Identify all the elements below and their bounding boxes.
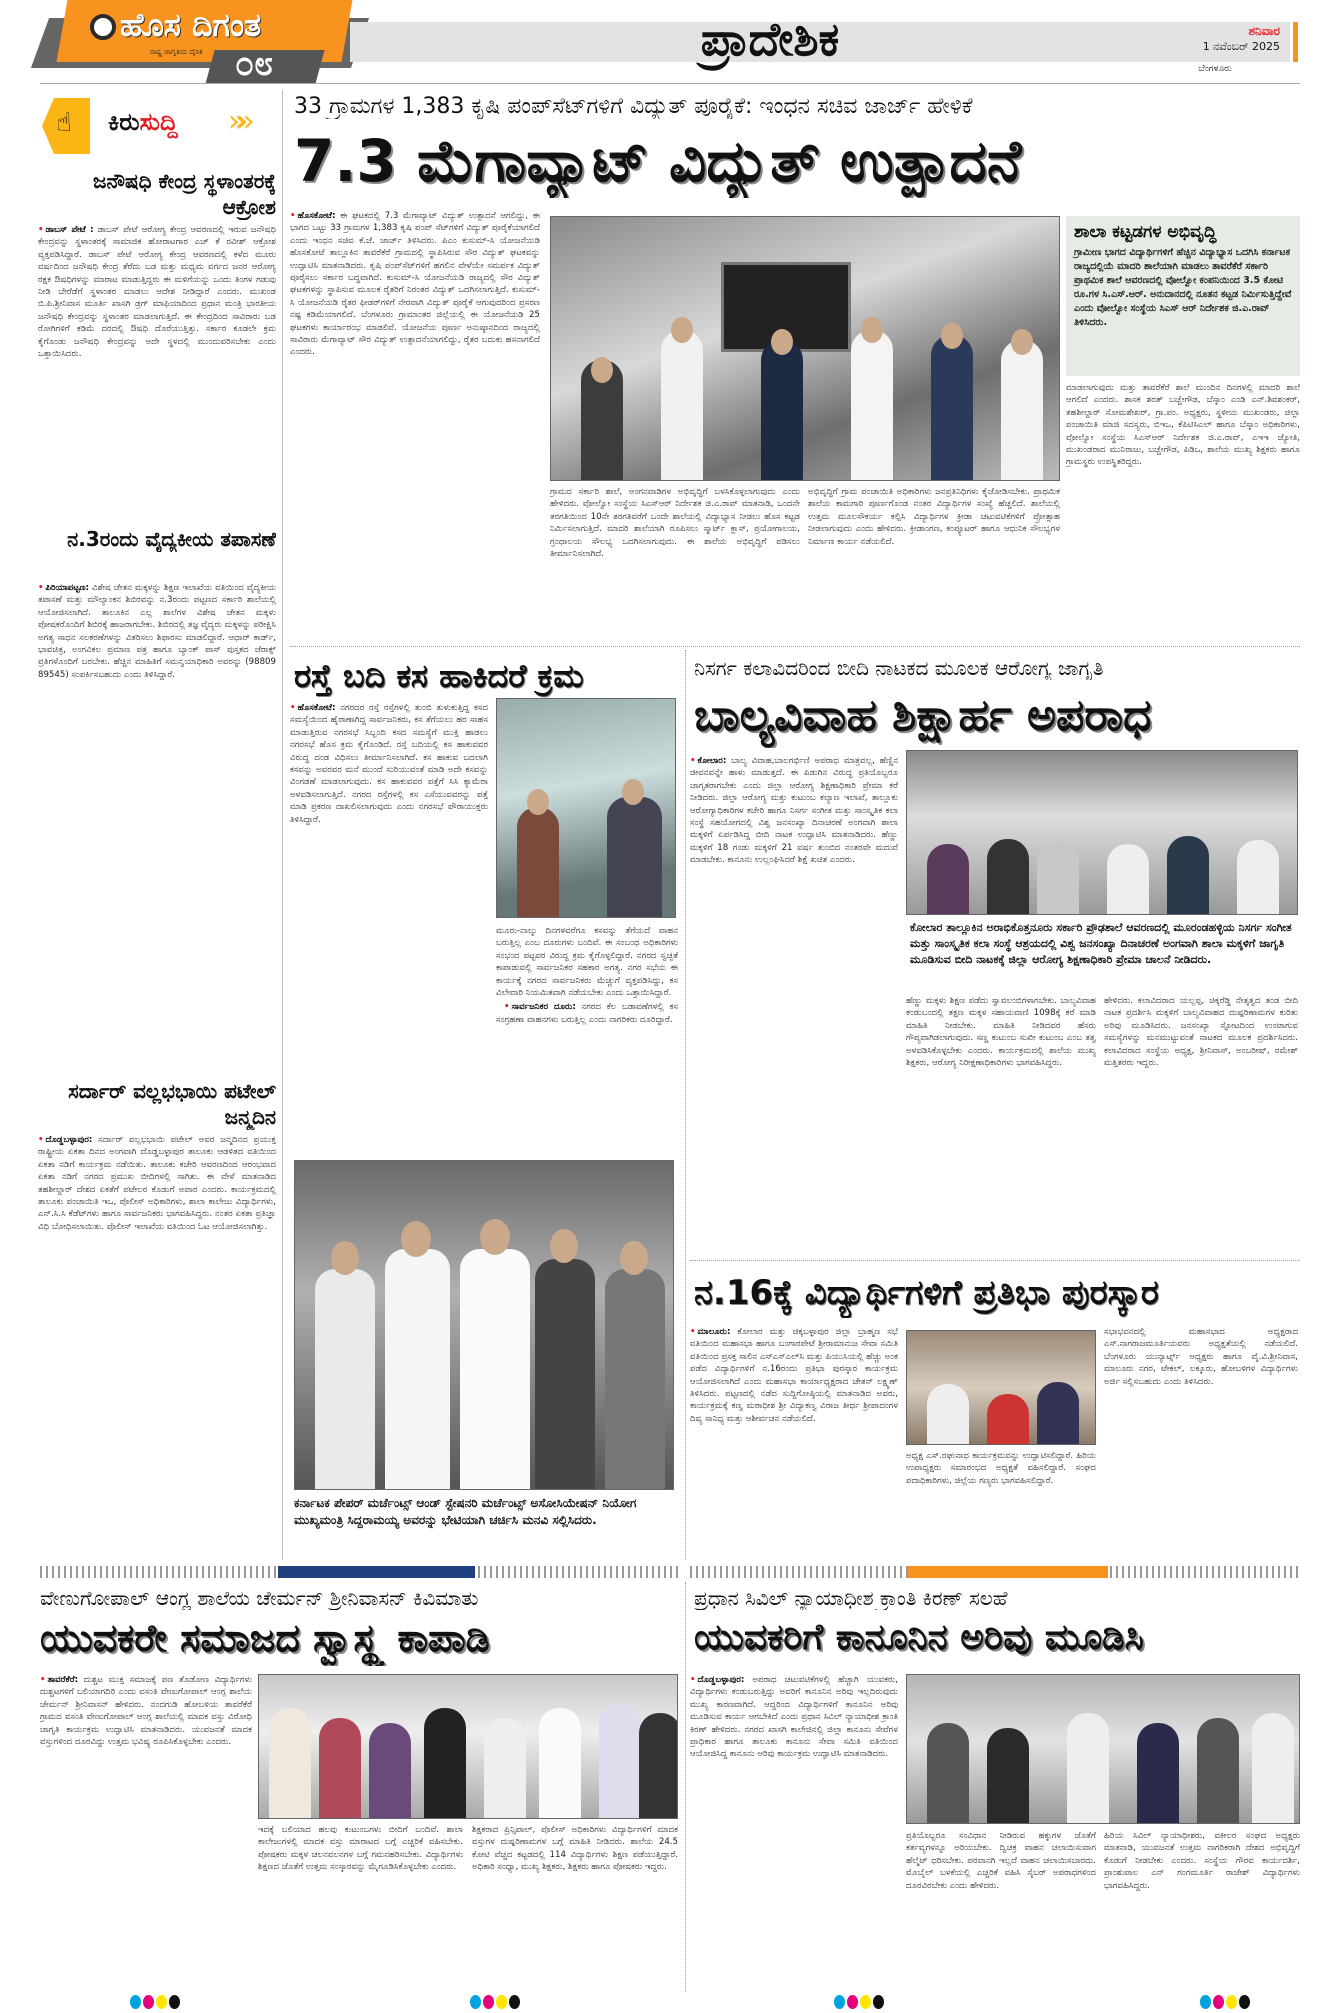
separator-accent-blue xyxy=(278,1566,475,1578)
lead-body xyxy=(290,210,540,640)
kirusuddi-column xyxy=(38,90,278,1560)
br-text: ಹಿರಿಯ ಸಿವಿಲ್ ನ್ಯಾಯಾಧೀಶರು, ವಕೀಲರ ಸಂಘದ ಅಧ್ಯಕ್ಷರು ಮಾತನಾಡಿ, ಯುವಜನತೆ ಉತ್ತಮ ನಾಗರಿಕರಾಗಿ ದೇಶದ ಅಭಿವೃದ್ಧಿಗೆ ಕೊಡುಗೆ ನೀಡಬೇಕು ಎಂದರು. ಸಂಸ್ಥೆಯ ಗೌರವ ಕಾರ್ಯದರ್ಶಿ, ಪ್ರಾಂಶುಪಾಲ ಎನ್ ಗಂಗಮೂರ್ತಿ ರಾಜೇಶ್ ವಿದ್ಯಾರ್ಥಿಗಳು ಭಾಗವಹಿಸಿದ್ದರು. xyxy=(1104,1831,1300,1891)
bl-dateline: • ತಾವರೆಕೆರೆ: xyxy=(40,1675,78,1685)
accent-bar xyxy=(1293,22,1298,62)
award-body xyxy=(690,1326,898,1558)
lead-photo xyxy=(550,216,1060,481)
cm-photo-caption: ಕರ್ನಾಟಕ ಪೇಪರ್ ಮರ್ಚೆಂಟ್ಸ್ ಆಂಡ್ ಸ್ಟೇಷನರಿ ಮರ್ಚೆಂಟ್ಸ್ ಅಸೋಸಿಯೇಷನ್ ನಿಯೋಗ ಮುಖ್ಯಮಂತ್ರಿ ಸಿದ್ದರಾಮಯ್ಯ ಅವರನ್ನು ಭೇಟಿಯಾಗಿ ಚರ್ಚಿಸಿ ಮನವಿ ಸಲ್ಲಿಸಿದರು. xyxy=(294,1496,637,1527)
separator-accent-orange xyxy=(908,1566,1108,1578)
sidebar-box xyxy=(1066,216,1300,376)
road-text: ನಗರದರ ರಸ್ತೆ ರಸ್ತೆಗಳಲ್ಲಿ ತುಂಬಿ ತುಳುಕುತ್ತಿದ್ದ ಕಸದ ಸಮಸ್ಯೆಯಿಂದ ಹೈರಾಣಾಗಿದ್ದ ಸಾರ್ವಜನಿಕರು, ಕಸ ತೆಗೆಯಲು ಹರ ಸಾಹಸ ಮಾಡುತ್ತಿರುವ ನಗರಸಭೆ ಸಿಬ್ಬಂದಿ ಕಸದ ಸಮಸ್ಯೆಗೆ ಮುಕ್ತಿ ಹಾಡಲು ನಗರಸಭೆ ಹೊಸ ಕ್ರಮ ಕೈಗೊಂಡಿದೆ. ರಸ್ತೆ ಬದಿಯಲ್ಲಿ ಕಸ ಹಾಕುವವರ ವಿರುದ್ಧ ದಂಡ ವಿಧಿಸಲು ತೀರ್ಮಾನಿಸಲಾಗಿದೆ. ಕಸ ಹಾಕುವ ಬದಲಾಗಿ ಕಸವನ್ನು ಅವರವರ ಮನೆ ಮುಂದೆ ಸುರಿಯುವಂತೆ ಮಾಡಿ ಅದೇ ಕಸವನ್ನು ವಿಂಗಡಣೆ ಮಾಡಲಾಗುವುದು. ಕಸ ಹಾಕುವವರ ಪತ್ತೆಗೆ ಸಿಸಿ ಕ್ಯಾಮೆರಾ ಅಳವಡಿಸಲಾಗುತ್ತಿದೆ. ನಗರದ ರಸ್ತೆಗಳಲ್ಲಿ ಕಸ ಎಸೆಯುವವರನ್ನು ಪತ್ತೆ ಮಾಡಿ ಪ್ರಕರಣ ದಾಖಲಿಸಲಾಗುವುದು ಎಂದು ನಗರಸಭೆ ಪೌರಾಯುಕ್ತರು ತಿಳಿಸಿದ್ದಾರೆ. xyxy=(290,703,488,825)
kolar-text: ಬಾಲ್ಯ ವಿವಾಹ,ಬಾಲಗರ್ಭಿಣಿ ಅಪರಾಧ ಮಾತ್ರವಲ್ಲ, ಹೆಣ್ಣಿನ ಜೀವನವನ್ನೇ ಹಾಳು ಮಾಡುತ್ತದೆ. ಈ ಪಿಡುಗಿನ ವಿರುದ್ಧ ಪ್ರತಿಯೊಬ್ಬರೂ ಜಾಗೃತರಾಗಬೇಕು ಎಂದು ಜಿಲ್ಲಾ ಆರೋಗ್ಯ ಶಿಕ್ಷಣಾಧಿಕಾರಿ ಪ್ರೇಮಾ ಕರೆ ನೀಡಿದರು. ಜಿಲ್ಲಾ ಆರೋಗ್ಯ ಮತ್ತು ಕುಟುಂಬ ಕಲ್ಯಾಣ ಇಲಾಖೆ, ತಾಲ್ಲೂಕು ಆರೋಗ್ಯಾಧಿಕಾರಿಗಳ ಕಚೇರಿ ಹಾಗೂ ನಿಸರ್ಗ ಸಂಗೀತ ಮತ್ತು ಸಾಂಸ್ಕೃತಿಕ ಕಲಾ ಸಂಸ್ಥೆ ಸಹಯೋಗದಲ್ಲಿ ವಿಶ್ವ ಜನಸಂಖ್ಯಾ ದಿನಾಚರಣೆ ಅಂಗವಾಗಿ ಶಾಲಾ ಮಕ್ಕಳಿಗೆ ಏರ್ಪಡಿಸಿದ್ದ ಬೀದಿ ನಾಟಕ ಉದ್ಘಾಟಿಸಿ ಮಾತನಾಡಿದರು. ಹೆಣ್ಣು ಮಕ್ಕಳಿಗೆ 18 ಗಂಡು ಮಕ್ಕಳಿಗೆ 21 ವರ್ಷ ತುಂಬಿದ ನಂತರವೇ ಮದುವೆ ಮಾಡಬೇಕು. ಕಾನೂನು ಉಲ್ಲಂಘಿಸಿದರೆ ಶಿಕ್ಷೆ ಖಚಿತ ಎಂದರು. xyxy=(690,756,898,866)
lead-body xyxy=(1066,382,1300,640)
road-story xyxy=(290,650,680,1150)
award-story xyxy=(690,1264,1300,1559)
bottom-left-story xyxy=(40,1582,680,1992)
registration-marks xyxy=(1200,1994,1252,2013)
award-body xyxy=(906,1450,1096,1558)
lead-body xyxy=(550,486,800,641)
brief-text: ವಿಶೇಷ ಚೇತನ ಮಕ್ಕಳನ್ನು ಶಿಕ್ಷಣ ಇಲಾಖೆಯ ವತಿಯಿಂದ ವೈದ್ಯಕೀಯ ತಪಾಸಣೆ ಮತ್ತು ಮೌಲ್ಯಾಂಕನ ಶಿಬಿರವನ್ನು ನ.3ರಂದು ಪಟ್ಟಣದ ಸರ್ಕಾರಿ ಶಾಲೆಯಲ್ಲಿ ಆಯೋಜಿಸಲಾಗಿದೆ. ತಾಲೂಕಿನ ಎಲ್ಲ ಶಾಲೆಗಳ ವಿಶೇಷ ಚೇತನ ಮಕ್ಕಳು ಪೋಷಕರೊಂದಿಗೆ ಶಿಬಿರಕ್ಕೆ ಹಾಜರಾಗಬೇಕು. ಶಿಬಿರದಲ್ಲಿ ತಜ್ಞ ವೈದ್ಯರು ಮಕ್ಕಳನ್ನು ಪರೀಕ್ಷಿಸಿ ಅಗತ್ಯ ಸಾಧನ ಸಲಕರಣೆಗಳನ್ನು ವಿತರಿಸಲು ಶಿಫಾರಸು ಮಾಡಲಿದ್ದಾರೆ. ಆಧಾರ್ ಕಾರ್ಡ್, ಭಾವಚಿತ್ರ, ಅಂಗವಿಕಲ ಪ್ರಮಾಣ ಪತ್ರ ಹಾಗೂ ಬ್ಯಾಂಕ್ ಪಾಸ್ ಪುಸ್ತಕದ ಜೆರಾಕ್ಸ್ ಪ್ರತಿಗಳೊಂದಿಗೆ ಬರಬೇಕು. ಹೆಚ್ಚಿನ ಮಾಹಿತಿಗೆ ಸಮನ್ವಯಾಧಿಕಾರಿ ಅವರನ್ನು (98809 89545) ಸಂಪರ್ಕಿಸಬಹುದು ಎಂದು ತಿಳಿಸಿದ್ದಾರೆ. xyxy=(38,583,276,680)
road-text: ಮೂರು-ನಾಲ್ಕು ದಿನಗಳವರೆಗೂ ಕಸವನ್ನು ತೆಗೆಯದೆ ವಾಹನ ಬರುತ್ತಿಲ್ಲ ಎಂಬ ದೂರುಗಳು ಬಂದಿವೆ. ಈ ಸಂಬಂಧ ಅಧಿಕಾರಿಗಳು ಸಂಭಂದ ಪಟ್ಟವರ ವಿರುದ್ಧ ಕ್ರಮ ಕೈಗೊಳ್ಳಲಿದ್ದಾರೆ. ನಗರದ ಸ್ವಚ್ಛತೆ ಕಾಪಾಡುವಲ್ಲಿ ಸಾರ್ವಜನಿಕರ ಸಹಕಾರ ಅಗತ್ಯ. ನಗರ ಸಭೆಯ ಈ ಕಾರ್ಯಕ್ಕೆ ನಗರದ ಸಾರ್ವಜನಿಕರು ಮೆಚ್ಚುಗೆ ವ್ಯಕ್ತಪಡಿಸಿದ್ದು, ಕಸ ವಿಲೇವಾರಿ ನಿಯಮಿತವಾಗಿ ನಡೆಯಬೇಕು ಎಂದು ಒತ್ತಾಯಿಸಿದ್ದಾರೆ. xyxy=(496,926,678,999)
kolar-text: ಹೇಳಿದರು. ಕಲಾವಿದರಾದ ಯಲ್ಲಪ್ಪ, ಚಿಕ್ಕರೆಡ್ಡಿ ನೇತೃತ್ವದ ತಂಡ ಬೀದಿ ನಾಟಕ ಪ್ರದರ್ಶಿಸಿ ಮಕ್ಕಳಿಗೆ ಬಾಲ್ಯವಿವಾಹದ ದುಷ್ಪರಿಣಾಮಗಳ ಕುರಿತು ಅರಿವು ಮೂಡಿಸಿದರು. ಜನಸಂಖ್ಯಾ ಸ್ಫೋಟದಿಂದ ಉಂಟಾಗುವ ಸಮಸ್ಯೆಗಳನ್ನು ಮನಮುಟ್ಟುವಂತೆ ನಾಟಕದ ಮೂಲಕ ಪ್ರದರ್ಶಿಸಿದರು. ಕಲಾವಿದರಾದ ಸಂಸ್ಥೆಯ ಅಧ್ಯಕ್ಷ, ಶ್ರೀನಿವಾಸ್, ಅಂಬರೀಷ್, ರಮೇಶ್ ಮತ್ತಿತರರು ಇದ್ದರು. xyxy=(1104,996,1298,1069)
brief-body xyxy=(38,224,276,524)
chevrons-icon: »» xyxy=(228,104,245,139)
br-body xyxy=(1104,1830,1300,1990)
kirusuddi-label xyxy=(108,108,178,136)
bl-body xyxy=(472,1824,678,1989)
kolar-photo-caption: ಕೋಲಾರ ತಾಲ್ಲೂಕಿನ ಅರಾಭಿಕೊತ್ತನೂರು ಸರ್ಕಾರಿ ಪ್ರೌಢಶಾಲೆ ಆವರಣದಲ್ಲಿ ಮೂರಂಡಹಳ್ಳಿಯ ನಿಸರ್ಗ ಸಂಗೀತ ಮತ್ತು ಸಾಂಸ್ಕೃತಿಕ ಕಲಾ ಸಂಸ್ಥೆ ಆಶ್ರಯದಲ್ಲಿ ವಿಶ್ವ ಜನಸಂಖ್ಯಾ ದಿನಾಚರಣೆ ಅಂಗವಾಗಿ ಶಾಲಾ ಮಕ್ಕಳಿಗೆ ಜಾಗೃತಿ ಮೂಡಿಸುವ ಬೀದಿ ನಾಟಕಕ್ಕೆ ಜಿಲ್ಲಾ ಆರೋಗ್ಯ ಶಿಕ್ಷಣಾಧಿಕಾರಿ ಪ್ರೇಮಾ ಚಾಲನೆ ನೀಡಿದರು. xyxy=(910,921,1292,966)
section-divider xyxy=(290,646,1300,647)
brief-body xyxy=(38,582,276,1070)
road-headline: ರಸ್ತೆ ಬದಿ ಕಸ ಹಾಕಿದರೆ ಕ್ರಮ xyxy=(294,657,584,695)
kolar-kicker: ನಿಸರ್ಗ ಕಲಾವಿದರಿಂದ ಬೀದಿ ನಾಟಕದ ಮೂಲಕ ಆರೋಗ್ಯ ಜಾಗೃತಿ xyxy=(694,656,1104,680)
award-text: ಅಧ್ಯಕ್ಷ ಎಸ್.ರಘುನಾಥ ಕಾರ್ಯಕ್ರಮವನ್ನು ಉದ್ಘಾಟಿಸಲಿದ್ದಾರೆ. ಹಿರಿಯ ಉಪಾಧ್ಯಕ್ಷರು ಸಮಾರಂಭದ ಅಧ್ಯಕ್ಷತೆ ವಹಿಸಲಿದ್ದಾರೆ. ಸಂಘದ ಪದಾಧಿಕಾರಿಗಳು, ಜಿಲ್ಲೆಯ ಗಣ್ಯರು ಭಾಗವಹಿಸಲಿದ್ದಾರೆ. xyxy=(906,1451,1096,1486)
lead-text: ಗ್ರಾಮದ ಸರ್ಕಾರಿ ಶಾಲೆ, ಅಂಗನವಾಡಿಗಳ ಅಭಿವೃದ್ಧಿಗೆ ಬಳಸಿಕೊಳ್ಳಲಾಗುವುದು ಎಂದು ಹೇಳಿದರು. ವೋಲ್ವೋ ಸಂಸ್ಥೆಯ ಸಿಎಸ್‌ಆರ್ ನಿರ್ದೇಶಕ ಜಿ.ಎ.ರಾವ್ ಮಾತನಾಡಿ, ಒಂದನೇ ತರಗತಿಯಿಂದ 10ನೇ ತರಗತಿವರೆಗೆ ಒಂದೇ ಶಾಲೆಯಲ್ಲಿ ವಿದ್ಯಾಭ್ಯಾಸ ನೀಡಲು ಹೊಸ ಕಟ್ಟಡ ನಿರ್ಮಿಸಲಾಗುತ್ತಿದೆ. ಮಾದರಿ ಶಾಲೆಯಾಗಿ ರೂಪಿಸಲು ಸ್ಮಾರ್ಟ್ ಕ್ಲಾಸ್, ಪ್ರಯೋಗಾಲಯ, ಗ್ರಂಥಾಲಯ ಸೌಲಭ್ಯ ಒದಗಿಸಲಾಗುವುದು. ಈ ಶಾಲೆಯ ಅಭಿವೃದ್ಧಿಗೆ ಪಡಿಸಲು ತೀರ್ಮಾನಿಸಲಾಗಿದೆ. xyxy=(550,487,800,560)
registration-marks xyxy=(130,1994,182,2013)
award-body xyxy=(1104,1326,1298,1558)
kolar-text: ಹೆಣ್ಣು ಮಕ್ಕಳು ಶಿಕ್ಷಣ ಪಡೆದು ಸ್ವಾವಲಂಬಿಗಳಾಗಬೇಕು. ಬಾಲ್ಯವಿವಾಹ ಕಂಡುಬಂದಲ್ಲಿ ತಕ್ಷಣ ಮಕ್ಕಳ ಸಹಾಯವಾಣಿ 1098ಕ್ಕೆ ಕರೆ ಮಾಡಿ ಮಾಹಿತಿ ನೀಡಬೇಕು. ಮಾಹಿತಿ ನೀಡಿದವರ ಹೆಸರು ಗೌಪ್ಯವಾಗಿಡಲಾಗುವುದು. ಸಣ್ಣ ಕುಟುಂಬ ಸುಖೀ ಕುಟುಂಬ ಎಂಬ ತತ್ವ ಅಳವಡಿಸಿಕೊಳ್ಳಬೇಕು ಎಂದರು. ಕಾರ್ಯಕ್ರಮದಲ್ಲಿ ಶಾಲೆಯ ಮುಖ್ಯ ಶಿಕ್ಷಕರು, ಆರೋಗ್ಯ ನಿರೀಕ್ಷಣಾಧಿಕಾರಿಗಳು ಭಾಗವಹಿಸಿದ್ದರು. xyxy=(906,996,1096,1069)
br-body xyxy=(906,1830,1096,1990)
br-headline: ಯುವಕರಿಗೆ ಕಾನೂನಿನ ಅರಿವು ಮೂಡಿಸಿ xyxy=(694,1617,1144,1658)
lead-body xyxy=(808,486,1060,641)
kolar-headline: ಬಾಲ್ಯವಿವಾಹ ಶಿಕ್ಷಾರ್ಹ ಅಪರಾಧ xyxy=(694,690,1152,741)
award-dateline: • ಮಾಲೂರು: xyxy=(690,1327,730,1337)
sidebar-title: ಶಾಲಾ ಕಟ್ಟಡಗಳ ಅಭಿವೃದ್ಧಿ xyxy=(1074,222,1217,242)
road-body xyxy=(496,925,678,1147)
bl-kicker: ವೇಣುಗೋಪಾಲ್ ಆಂಗ್ಲ ಶಾಲೆಯ ಚೇರ್ಮನ್ ಶ್ರೀನಿವಾಸನ್ ಕಿವಿಮಾತು xyxy=(40,1586,479,1610)
registration-marks xyxy=(834,1994,886,2013)
column-divider xyxy=(685,650,686,1560)
brief-body xyxy=(38,1134,276,1554)
kirusuddi-label-a: ಕಿರು xyxy=(108,108,140,136)
lead-headline: 7.3 ಮೆಗಾವ್ಯಾಟ್ ವಿದ್ಯುತ್ ಉತ್ಪಾದನೆ xyxy=(294,127,1022,195)
brief-dateline: • ಪಿರಿಯಾಪಟ್ಟಣ: xyxy=(38,583,89,593)
masthead-rule xyxy=(40,83,1300,84)
brief-headline: ನ.3ರಂದು ವೈದ್ಯಕೀಯ ತಪಾಸಣೆ xyxy=(67,527,276,551)
section-divider xyxy=(690,1260,1300,1261)
award-headline: ನ.16ಕ್ಕೆ ವಿದ್ಯಾರ್ಥಿಗಳಿಗೆ ಪ್ರತಿಭಾ ಪುರಸ್ಕಾರ xyxy=(694,1273,1159,1313)
hand-pointing-icon: ☝ xyxy=(56,108,72,138)
logo-emblem-icon xyxy=(90,14,116,40)
bl-body xyxy=(258,1824,463,1989)
bl-text: ಇದಕ್ಕೆ ಬಲಿಯಾದ ಹಲವು ಕುಟುಂಬಗಳು ಬೀದಿಗೆ ಬಂದಿವೆ. ಶಾಲಾ ಕಾಲೇಜುಗಳಲ್ಲಿ ಮಾದಕ ವಸ್ತು ಮಾರಾಟದ ಬಗ್ಗೆ ಎಚ್ಚರಿಕೆ ವಹಿಸಬೇಕು. ಪೋಷಕರು ಮಕ್ಕಳ ಚಲನವಲನಗಳ ಬಗ್ಗೆ ಗಮನಹರಿಸಬೇಕು. ವಿದ್ಯಾರ್ಥಿಗಳು ಶಿಕ್ಷಣದ ಜೊತೆಗೆ ಉತ್ತಮ ಸಂಸ್ಕಾರವನ್ನು ಮೈಗೂಡಿಸಿಕೊಳ್ಳಬೇಕು ಎಂದರು. xyxy=(258,1825,463,1873)
road-body xyxy=(290,702,488,1147)
bottom-right-story xyxy=(690,1582,1302,1992)
bl-photo xyxy=(258,1674,678,1819)
kolar-story xyxy=(690,650,1300,1255)
award-text: ಕೋಲಾರ ಮತ್ತು ಚಿಕ್ಕಬಳ್ಳಾಪುರ ಜಿಲ್ಲಾ ಬ್ರಾಹ್ಮಣ ಸಭೆ ವತಿಯಿಂದ ಮಹಾಸಭಾ ಹಾಗೂ ಬಂಗಾರಪೇಟೆ ಶ್ರೀರಾಮಾನುಜ ಸೇವಾ ಸಮಿತಿ ವತಿಯಿಂದ ಪ್ರಸಕ್ತ ಸಾಲಿನ ಎಸ್ಎಸ್ಎಲ್‌ಸಿ ಮತ್ತು ಪಿಯುಸಿಯಲ್ಲಿ ಹೆಚ್ಚು ಅಂಕ ಪಡೆದ ವಿದ್ಯಾರ್ಥಿಗಳಿಗೆ ನ.16ರಂದು ಪ್ರತಿಭಾ ಪುರಸ್ಕಾರ ಕಾರ್ಯಕ್ರಮ ಆಯೋಜಿಸಲಾಗಿದೆ ಎಂದು ಮಹಾಸಭಾ ಕಾರ್ಯಾಧ್ಯಕ್ಷರಾದ ಚೇತನ್ ಲಕ್ಷ್ಮಣ್ ತಿಳಿಸಿದರು. ಪಟ್ಟಣದಲ್ಲಿ ನಡೆದ ಸುದ್ದಿಗೋಷ್ಠಿಯಲ್ಲಿ ಮಾತನಾಡಿದ ಅವರು, ಕಾರ್ಯಕ್ರಮಕ್ಕೆ ಕಣ್ವ ಮಠಾಧೀಶ ಶ್ರೀ ವಿದ್ಯಾಕಣ್ವ ವಿರಾಜ ತೀರ್ಥ ಶ್ರೀಪಾದಂಗಳ ದಿವ್ಯ ಸಾನಿಧ್ಯ ಮತ್ತು ಆಶೀರ್ವಚನ ನಡೆಯಲಿದೆ. xyxy=(690,1327,898,1424)
registration-marks xyxy=(470,1994,522,2013)
kirusuddi-label-b: ಸುದ್ದಿ xyxy=(139,108,178,136)
bl-text: ದುಶ್ಚಟ ಮುಕ್ತ ಸಮಾಜಕ್ಕೆ ಪಣ ತೊಡೋಣ ವಿದ್ಯಾರ್ಥಿಗಳು ದುಶ್ಚಟಗಳಿಗೆ ಬಲಿಯಾಗದಿರಿ ಎಂದು ವಸಂತಿ ವೇಣುಗೋಪಾಲ್ ಆಂಗ್ಲ ಶಾಲೆಯ ಚೇರ್ಮನ್ ಶ್ರೀನಿವಾಸನ್ ಹೇಳಿದರು. ನಂದಗುಡಿ ಹೋಬಳಿಯ ತಾವರೆಕೆರೆ ಗ್ರಾಮದ ವಸಂತಿ ವೇಣುಗೋಪಾಲ್ ಆಂಗ್ಲ ಶಾಲೆಯಲ್ಲಿ ಮಾದಕ ವಸ್ತು ವಿರೋಧಿ ಜಾಗೃತಿ ಕಾರ್ಯಕ್ರಮ ಉದ್ಘಾಟಿಸಿ ಮಾತನಾಡಿದರು. ಯುವಜನತೆ ಮಾದಕ ವಸ್ತುಗಳಿಂದ ದೂರವಿದ್ದು ಉತ್ತಮ ಭವಿಷ್ಯ ರೂಪಿಸಿಕೊಳ್ಳಬೇಕು ಎಂದರು. xyxy=(40,1675,252,1748)
road-dateline: • ಹೊಸಕೋಟೆ: xyxy=(290,703,335,713)
cm-meeting-photo xyxy=(294,1160,674,1490)
brief-dateline: • ಡಾಬಸ್ ಪೇಟೆ : xyxy=(38,225,94,235)
column-divider xyxy=(282,90,283,1560)
brief-headline: ಸರ್ದಾರ್ ವಲ್ಲಭಭಾಯಿ ಪಟೇಲ್ ಜನ್ಮದಿನ xyxy=(68,1079,276,1129)
kolar-body xyxy=(906,995,1096,1250)
brief-text: ಡಾಬಸ್ ಪೇಟೆ ಆರೋಗ್ಯ ಕೇಂದ್ರ ಆವರಣದಲ್ಲಿ ಇರುವ ಜನೌಷಧಿ ಕೇಂದ್ರವನ್ನು ಸ್ಥಳಾಂತರಕ್ಕೆ ಸಾಮಾಜಿಕ ಹೋರಾಟಗಾರ ಎಚ್ ಕೆ ರವೀಶ್ ಆಕ್ರೋಶ ವ್ಯಕ್ತಪಡಿಸಿದ್ದಾರೆ. ಡಾಬಸ್ ಪೇಟೆ ಆರೋಗ್ಯ ಕೇಂದ್ರ ಆವರಣದಲ್ಲಿ ಕಳೆದ ಮೂರು ವರ್ಷದಿಂದ ಜನೌಷಧಿ ಕೇಂದ್ರ ತೆರೆದು ಬಡ ಮತ್ತು ಮಧ್ಯಮ ವರ್ಗದ ಜನರ ಆರೋಗ್ಯ ರಕ್ಷಕ ಔಷಧಿಗಳನ್ನು ಮಾರಾಟ ಮಾಡುತ್ತಿದ್ದರು ಈ ಮಳಿಗೆಯನ್ನು ಒಂದು ತಿಂಗಳ ಗಡುವು ನೀಡಿ ಬೇರೆಡೆಗೆ ಸ್ಥಳಾಂತರ ಮಾಡಲು ಆದೇಶ ನೀಡಿದ್ದಾರೆ ಎಂದರು. ಮುಖಂಡ ಬಿ.ಪಿ.ಶ್ರೀನಿವಾಸ ಮೂರ್ತಿ ಖಾಸಗಿ ಡ್ರಗ್ ಮಾಫಿಯಾದಿಂದ ಪ್ರಧಾನ ಮಂತ್ರಿ ಭಾರತೀಯ ಜನೌಷಧಿ ಕೇಂದ್ರವನ್ನು ಸ್ಥಳಾಂತರ ಮಾಡಲಾಗುತ್ತಿದೆ. ಈ ಕೇಂದ್ರದಿಂದ ಸಾವಿರಾರು ಬಡ ರೋಗಿಗಳಿಗೆ ಕಡಿಮೆ ದರದಲ್ಲಿ ಔಷಧಿ ದೊರೆಯುತ್ತಿತ್ತು. ಸರ್ಕಾರ ಕೂಡಲೇ ಕ್ರಮ ಕೈಗೊಂಡು ಜನೌಷಧಿ ಕೇಂದ್ರವನ್ನು ಅದೇ ಸ್ಥಳದಲ್ಲಿ ಮುಂದುವರಿಸಬೇಕು ಎಂದು ಒತ್ತಾಯಿಸಿದರು. xyxy=(38,225,276,360)
lead-text: ಈ ಘಟಕದಲ್ಲಿ 7.3 ಮೆಗಾವ್ಯಾಟ್ ವಿದ್ಯುತ್ ಉತ್ಪಾದನೆ ಆಗಲಿದ್ದು, ಈ ಭಾಗದ ಒಟ್ಟು 33 ಗ್ರಾಮಗಳ 1,383 ಕೃಷಿ ಪಂಪ್ ಸೆಟ್‌ಗಳಿಗೆ ವಿದ್ಯುತ್ ಪೂರೈಕೆಯಾಗಲಿದೆ ಎಂದು ಇಂಧನ ಸಚಿವ ಕೆ.ಜೆ. ಜಾರ್ಜ್ ತಿಳಿಸಿದರು. ಪಿಎಂ ಕುಸುಮ್-ಸಿ ಯೋಜನೆಯಡಿ ಹೊಸಕೋಟೆ ತಾಲ್ಲೂಕಿನ ತಾವರೆಕೆರೆ ಗ್ರಾಮದಲ್ಲಿ ಸ್ಥಾಪಿಸಿರುವ ಸೌರ ವಿದ್ಯುತ್ ಘಟಕವನ್ನು ಉದ್ಘಾಟಿಸಿ ಮಾತನಾಡಿದರು. ಕೃಷಿ ಪಂಪ್‌ಸೆಟ್‌ಗಳಿಗೆ ಹಗಲಿನ ವೇಳೆಯೇ ಸಮರ್ಪಕ ವಿದ್ಯುತ್ ಪೂರೈಸಲು ಸರ್ಕಾರ ಬದ್ಧವಾಗಿದೆ. ಕುಸುಮ್-ಸಿ ಯೋಜನೆಯಡಿ ರಾಜ್ಯದಲ್ಲಿ ಸೌರ ವಿದ್ಯುತ್ ಘಟಕಗಳನ್ನು ಸ್ಥಾಪಿಸುವ ಮೂಲಕ ರೈತರಿಗೆ ನಿರಂತರ ವಿದ್ಯುತ್ ಒದಗಿಸಲಾಗುತ್ತಿದೆ. ಕುಸುಮ್-ಸಿ ಯೋಜನೆಯಡಿ ರೈತರ ಫೀಡರ್‌ಗಳಿಗೆ ನೇರವಾಗಿ ವಿದ್ಯುತ್ ಪೂರೈಕೆ ಆಗುವುದರಿಂದ ಪ್ರಸರಣ ನಷ್ಟ ಕಡಿಮೆಯಾಗಲಿದೆ. ಬೆಂಗಳೂರು ಗ್ರಾಮಾಂತರ ಜಿಲ್ಲೆಯಲ್ಲಿ ಈ ಯೋಜನೆಯಡಿ 25 ಘಟಕಗಳು ಕಾರ್ಯಾರಂಭ ಮಾಡಲಿವೆ. ಯೋಜನೆಯ ಪೂರ್ಣ ಅನುಷ್ಠಾನದಿಂದ ರಾಜ್ಯದಲ್ಲಿ ಸಾವಿರಾರು ಮೆಗಾವ್ಯಾಟ್ ಸೌರ ವಿದ್ಯುತ್ ಉತ್ಪಾದನೆಯಾಗಲಿದ್ದು, ರೈತರ ಬದುಕು ಹಸನಾಗಲಿದೆ ಎಂದರು. xyxy=(290,211,540,358)
lead-text: ಅಭಿವೃದ್ಧಿಗೆ ಗ್ರಾಮ ಪಂಚಾಯಿತಿ ಅಧಿಕಾರಿಗಳು ಜನಪ್ರತಿನಿಧಿಗಳು ಕೈಜೋಡಿಸಬೇಕು. ಪ್ರಾಥಮಿಕ ಶಾಲೆಯ ಕಾಮಗಾರಿ ಪೂರ್ಣಗೊಂಡ ನಂತರ ವಿದ್ಯಾರ್ಥಿಗಳ ಸಂಖ್ಯೆ ಹೆಚ್ಚಲಿದೆ. ಶಾಲೆಯಲ್ಲಿ ಉತ್ತಮ ಮೂಲಸೌಕರ್ಯ ಕಲ್ಪಿಸಿ ವಿದ್ಯಾರ್ಥಿಗಳ ಕ್ರೀಡಾ ಚಟುವಟಿಕೆಗಳಿಗೆ ಪ್ರೋತ್ಸಾಹ ನೀಡಲಾಗುವುದು ಎಂದು ಹೇಳಿದರು. ಕ್ರೀಡಾಂಗಣ, ಕಂಪ್ಯೂಟರ್ ಹಾಗೂ ಆಧುನಿಕ ಸೌಲಭ್ಯಗಳ ನಿರ್ಮಾಣ ಕಾರ್ಯ ನಡೆಯಲಿದೆ. xyxy=(808,487,1060,547)
br-text: ಅಪರಾಧ ಚಟುವಟಿಕೆಗಳಲ್ಲಿ ಹೆಚ್ಚಾಗಿ ಯುವಕರು, ವಿದ್ಯಾರ್ಥಿಗಳು ಕಂಡುಬರುತ್ತಿದ್ದು ಅವರಿಗೆ ಕಾನೂನಿನ ಅರಿವು ಇಲ್ಲದಿರುವುದು ಮುಖ್ಯ ಕಾರಣವಾಗಿದೆ. ಆದ್ದರಿಂದ ವಿದ್ಯಾರ್ಥಿಗಳಿಗೆ ಕಾನೂನಿನ ಅರಿವು ಮೂಡಿಸುವ ಕಾರ್ಯ ಆಗಬೇಕಿದೆ ಎಂದು ಪ್ರಧಾನ ಸಿವಿಲ್ ನ್ಯಾಯಾಧೀಶ ಕ್ರಾಂತಿ ಕಿರಣ್ ಹೇಳಿದರು. ನಗರದ ಖಾಸಗಿ ಕಾಲೇಜಿನಲ್ಲಿ ಜಿಲ್ಲಾ ಕಾನೂನು ಸೇವೆಗಳ ಪ್ರಾಧಿಕಾರ ಹಾಗೂ ತಾಲೂಕು ಕಾನೂನು ಸೇವಾ ಸಮಿತಿ ವತಿಯಿಂದ ಆಯೋಜಿಸಿದ್ದ ಕಾನೂನು ಅರಿವು ಕಾರ್ಯಕ್ರಮ ಉದ್ಘಾಟಿಸಿ ಮಾತನಾಡಿದರು. xyxy=(690,1675,898,1760)
lead-story xyxy=(290,88,1300,643)
page-number: ೦೮ xyxy=(235,44,274,84)
kolar-photo xyxy=(906,750,1298,915)
date: 1 ನವೆಂಬರ್ 2025 xyxy=(1202,40,1280,53)
edition: ಬೆಂಗಳೂರು xyxy=(1198,64,1232,74)
br-kicker: ಪ್ರಧಾನ ಸಿವಿಲ್ ನ್ಯಾಯಾಧೀಶ ಕ್ರಾಂತಿ ಕಿರಣ್ ಸಲಹೆ xyxy=(694,1586,1008,1610)
br-photo xyxy=(906,1674,1300,1824)
br-text: ಪ್ರತಿಯೊಬ್ಬರೂ ಸಂವಿಧಾನ ನೀಡಿರುವ ಹಕ್ಕುಗಳ ಜೊತೆಗೆ ಕರ್ತವ್ಯಗಳನ್ನೂ ಅರಿಯಬೇಕು. ದ್ವಿಚಕ್ರ ವಾಹನ ಚಲಾಯಿಸುವಾಗ ಹೆಲ್ಮೆಟ್ ಧರಿಸಬೇಕು. ಪರವಾನಗಿ ಇಲ್ಲದೆ ವಾಹನ ಚಲಾಯಿಸಬಾರದು. ಮೊಬೈಲ್ ಬಳಕೆಯಲ್ಲಿ ಎಚ್ಚರಿಕೆ ವಹಿಸಿ ಸೈಬರ್ ಅಪರಾಧಗಳಿಂದ ದೂರವಿರಬೇಕು ಎಂದು ಹೇಳಿದರು. xyxy=(906,1831,1096,1891)
lead-dateline: • ಹೊಸಕೋಟೆ: xyxy=(290,211,335,221)
brief-text: ಸರ್ದಾರ್ ವಲ್ಲಭಭಾಯಿ ಪಟೇಲ್ ಅವರ ಜನ್ಮದಿನದ ಪ್ರಯುಕ್ತ ರಾಷ್ಟ್ರೀಯ ಏಕತಾ ದಿನದ ಅಂಗವಾಗಿ ದೊಡ್ಡಬಳ್ಳಾಪುರ ತಾಲೂಕು ಆಡಳಿತದ ವತಿಯಿಂದ ಏಕತಾ ನಡಿಗೆ ಕಾರ್ಯಕ್ರಮ ನಡೆಯಿತು. ತಾಲೂಕು ಕಚೇರಿ ಆವರಣದಿಂದ ಆರಂಭವಾದ ಏಕತಾ ನಡಿಗೆ ನಗರದ ಪ್ರಮುಖ ಬೀದಿಗಳಲ್ಲಿ ಸಾಗಿತು. ಈ ವೇಳೆ ಮಾತನಾಡಿದ ತಹಶೀಲ್ದಾರ್ ದೇಶದ ಏಕತೆಗೆ ಪಟೇಲರ ಕೊಡುಗೆ ಅಪಾರ ಎಂದರು. ಕಾರ್ಯಕ್ರಮದಲ್ಲಿ ತಾಲೂಕು ಪಂಚಾಯಿತಿ ಇಒ, ಪೊಲೀಸ್ ಅಧಿಕಾರಿಗಳು, ಶಾಲಾ ಕಾಲೇಜು ವಿದ್ಯಾರ್ಥಿಗಳು, ಎನ್.ಸಿ.ಸಿ ಕೆಡೆಟ್‌ಗಳು ಹಾಗೂ ಸಾರ್ವಜನಿಕರು ಭಾಗವಹಿಸಿದ್ದರು. ನಂತರ ಏಕತಾ ಪ್ರತಿಜ್ಞಾ ವಿಧಿ ಬೋಧಿಸಲಾಯಿತು. ಪೊಲೀಸ್ ಇಲಾಖೆಯ ವತಿಯಿಂದ ಓಟ ಆಯೋಜಿಸಲಾಗಿತ್ತು. xyxy=(38,1135,276,1232)
road-text: ನಗರದ ಕೆಲ ಬಡಾವಣೆಗಳಲ್ಲಿ ಕಸ ಸಂಗ್ರಹಣಾ ವಾಹನಗಳು ಬರುತ್ತಿಲ್ಲ ಎಂದು ನಾಗರಿಕರು ದೂರಿದ್ದಾರೆ. xyxy=(496,1002,678,1025)
day: ಶನಿವಾರ xyxy=(1248,24,1280,38)
road-photo xyxy=(496,698,676,918)
sidebar-text: ಗ್ರಾಮೀಣ ಭಾಗದ ವಿದ್ಯಾರ್ಥಿಗಳಿಗೆ ಹೆಚ್ಚಿನ ವಿದ್ಯಾಭ್ಯಾಸ ಒದಗಿಸಿ ಕರ್ನಾಟಕ ರಾಜ್ಯದಲ್ಲಿಯೆ ಮಾದರಿ ಶಾಲೆಯಾಗಿ ಮಾಡಲು ತಾವರೆಕೆರೆ ಸರ್ಕಾರಿ ಪ್ರಾಥಮಿಕ ಶಾಲೆ ಆವರಣದಲ್ಲಿ ವೋಲ್ವೋ ಕಂಪನಿಯಿಂದ 3.5 ಕೋಟಿ ರೂ.ಗಳ ಸಿ.ಎಸ್.ಆರ್. ಅನುದಾನದಲ್ಲಿ ನೂತನ ಕಟ್ಟಡ ನಿರ್ಮಿಸುತ್ತಿದ್ದೇವೆ ಎಂದು ವೋಲ್ವೋ ಸಂಸ್ಥೆಯ ಸಿಎಸ್ ಆರ್ ನಿರ್ದೇಶಕ ಜಿ.ಎ.ರಾವ್ ತಿಳಿಸಿದರು. xyxy=(1074,247,1292,328)
lead-kicker: 33 ಗ್ರಾಮಗಳ 1,383 ಕೃಷಿ ಪಂಪ್‌ಸೆಟ್‌ಗಳಿಗೆ ವಿದ್ಯುತ್ ಪೂರೈಕೆ: ಇಂಧನ ಸಚಿವ ಜಾರ್ಜ್ ಹೇಳಿಕೆ xyxy=(294,94,973,119)
road-subhead: • ಸಾರ್ವಜನಿಕರ ದೂರು: xyxy=(504,1002,576,1012)
brief-dateline: • ದೊಡ್ಡಬಳ್ಳಾಪುರ: xyxy=(38,1135,92,1145)
masthead xyxy=(0,0,1338,84)
brief-headline: ಜನೌಷಧಿ ಕೇಂದ್ರ ಸ್ಥಳಾಂತರಕ್ಕೆ ಆಕ್ರೋಶ xyxy=(93,169,276,219)
award-text: ಸಭಾಭವನದಲ್ಲಿ ಮಹಾಸಭಾದ ಅಧ್ಯಕ್ಷರಾದ ಎಸ್.ನಾಗರಾಜಮೂರ್ತಿಯವರು ಅಧ್ಯಕ್ಷತೆಯಲ್ಲಿ ನಡೆಯಲಿದೆ. ಬೆಂಗಳೂರು ಯುನ್ಯಾರ್ಟ್ಸ್ ಅಧ್ಯಕ್ಷರು ಹಾಗೂ ವೈ.ವಿ.ಶ್ರೀನಿವಾಸ, ಮಾಲೂರು ನಗರ, ಟೇಕಲ್, ಲಕ್ಕೂರು, ಹೋಬಳಿಗಳ ವಿದ್ಯಾರ್ಥಿಗಳು ಅರ್ಜಿ ಸಲ್ಲಿಸಬಹುದು ಎಂದು ತಿಳಿಸಿದರು. xyxy=(1104,1327,1298,1387)
award-photo xyxy=(906,1330,1096,1445)
kolar-body xyxy=(1104,995,1298,1250)
lead-text: ಮಾಡಲಾಗುವುದು ಮತ್ತು ತಾವರೆಕೆರೆ ಶಾಲೆ ಮುಂದಿನ ದಿನಗಳಲ್ಲಿ ಮಾದರಿ ಶಾಲೆ ಆಗಲಿದೆ ಎಂದರು. ಶಾಸಕ ಶರತ್ ಬಚ್ಚೇಗೌಡ, ಬೆಸ್ಕಾಂ ಎಂಡಿ ಎನ್.ಶಿವಶಂಕರ್, ತಹಶೀಲ್ದಾರ್ ಸೋಮಶೇಖರ್, ಗ್ರಾ.ಪಂ. ಅಧ್ಯಕ್ಷರು, ಸ್ಥಳೀಯ ಮುಖಂಡರು, ಜಿಲ್ಲಾ ಪಂಚಾಯಿತಿ ಮಾಜಿ ಸದಸ್ಯರು, ಬಿಇಒ, ಕೆಪಿಟಿಸಿಎಲ್ ಹಾಗೂ ಬೆಸ್ಕಾಂ ಅಧಿಕಾರಿಗಳು, ವೋಲ್ವೋ ಸಂಸ್ಥೆಯ ಸಿಎಸ್‌ಆರ್ ನಿರ್ದೇಶಕ ಜಿ.ಎ.ರಾವ್, ಎಇಇ ಜ್ಯೋತಿ, ಮುಖಂಡರಾದ ಮುನಿರಾಜು, ಬಚ್ಚೇಗೌಡ, ಪಿಡಿಒ, ಶಾಲೆಯ ಮುಖ್ಯ ಶಿಕ್ಷಕರು ಹಾಗೂ ಗ್ರಾಮಸ್ಥರು ಉಪಸ್ಥಿತರಿದ್ದರು. xyxy=(1066,383,1300,468)
bl-headline: ಯುವಕರೇ ಸಮಾಜದ ಸ್ವಾಸ್ಥ್ಯ ಕಾಪಾಡಿ xyxy=(40,1616,490,1660)
paper-name: ಹೊಸ ದಿಗಂತ xyxy=(120,6,262,44)
bl-text: ಶಿಕ್ಷಕರಾದ ಪ್ರಿನ್ಸಿಪಾಲ್, ಪೊಲೀಸ್ ಅಧಿಕಾರಿಗಳು ವಿದ್ಯಾರ್ಥಿಗಳಿಗೆ ಮಾದಕ ವಸ್ತುಗಳ ದುಷ್ಪರಿಣಾಮಗಳ ಬಗ್ಗೆ ಮಾಹಿತಿ ನೀಡಿದರು. ಶಾಲೆಯ 24.5 ಕೋಟಿ ವೆಚ್ಚದ ಕಟ್ಟಡದಲ್ಲಿ 114 ವಿದ್ಯಾರ್ಥಿಗಳು ಶಿಕ್ಷಣ ಪಡೆಯುತ್ತಿದ್ದಾರೆ. ಅಧಿಕಾರಿ ಸಂಧ್ಯಾ, ಮುಖ್ಯ ಶಿಕ್ಷಕರು, ಶಿಕ್ಷಕರು ಹಾಗೂ ಪೋಷಕರು ಇದ್ದರು. xyxy=(472,1825,678,1873)
br-dateline: • ದೊಡ್ಡಬಳ್ಳಾಪುರ: xyxy=(690,1675,744,1685)
br-body xyxy=(690,1674,898,1989)
kolar-dateline: • ಕೋಲಾರ: xyxy=(690,756,726,766)
column-divider xyxy=(685,1582,686,1992)
paper-tagline: ರಾಷ್ಟ್ರ ಜಾಗೃತಿಯ ದೈನಿಕ xyxy=(150,48,203,56)
bl-body xyxy=(40,1674,252,1989)
section-title: ಪ್ರಾದೇಶಿಕ xyxy=(700,12,840,66)
kolar-body xyxy=(690,755,898,1250)
